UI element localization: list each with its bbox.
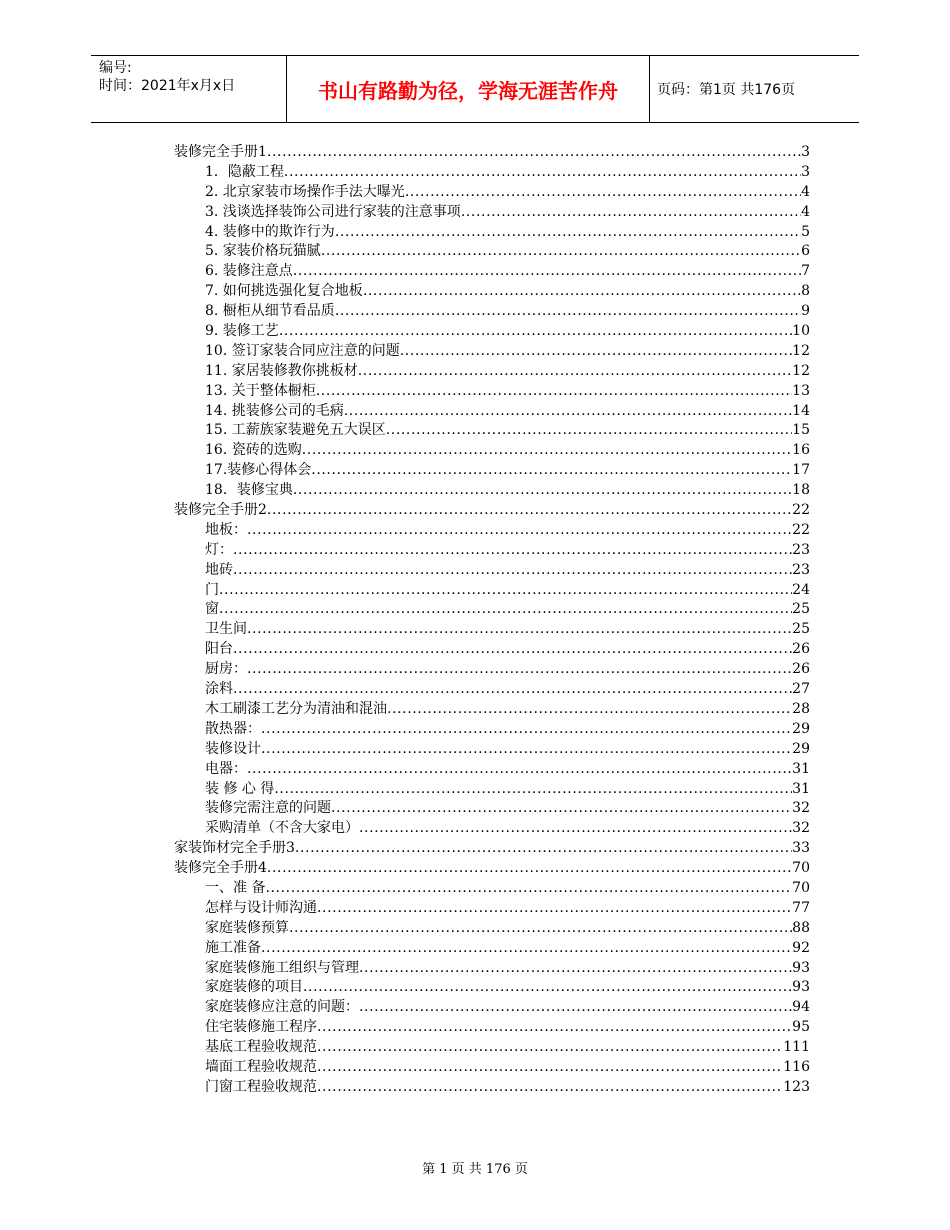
toc-entry-title: 家庭装修预算 [205, 919, 289, 936]
page-header [91, 55, 859, 123]
toc-leader-dots [295, 839, 792, 859]
toc-entry-title: 施工准备 [205, 939, 261, 956]
toc-entry[interactable] [174, 143, 810, 163]
toc-entry[interactable] [174, 600, 810, 620]
toc-entry[interactable] [174, 1018, 810, 1038]
toc-entry-page: 77 [792, 899, 810, 916]
toc-entry[interactable] [174, 839, 810, 859]
toc-entry-page: 9 [801, 303, 810, 320]
toc-entry-title: 门窗工程验收规范 [205, 1078, 317, 1095]
toc-entry[interactable] [174, 799, 810, 819]
toc-entry-page: 13 [792, 382, 810, 399]
toc-entry-title: 7. 如何挑选强化复合地板 [205, 283, 363, 300]
toc-entry-title: 阳台 [205, 641, 233, 658]
toc-entry-title: 1．隐蔽工程 [205, 163, 284, 180]
toc-entry[interactable] [174, 780, 810, 800]
toc-entry-page: 23 [792, 561, 810, 578]
toc-entry[interactable] [174, 819, 810, 839]
toc-entry-page: 28 [792, 700, 810, 717]
toc-entry-title: 8. 橱柜从细节看品质 [205, 303, 335, 320]
toc-entry[interactable] [174, 978, 810, 998]
toc-entry[interactable] [174, 223, 810, 243]
toc-entry-page: 94 [792, 999, 810, 1016]
toc-entry-title: 涂料 [205, 681, 233, 698]
toc-entry-page: 92 [792, 939, 810, 956]
toc-leader-dots [335, 302, 801, 322]
toc-entry-title: 装修完全手册4 [174, 860, 267, 877]
toc-leader-dots [274, 780, 792, 800]
toc-entry-page: 33 [792, 840, 810, 857]
toc-entry[interactable] [174, 262, 810, 282]
page-footer: 第 1 页 共 176 页 [422, 1162, 528, 1177]
toc-leader-dots [321, 242, 801, 262]
toc-entry-page: 95 [792, 1019, 810, 1036]
toc-entry-title: 2. 北京家装市场操作手法大曝光 [205, 183, 405, 200]
toc-entry-page: 116 [783, 1058, 810, 1075]
toc-entry-title: 装 修 心 得 [205, 780, 275, 797]
toc-leader-dots [317, 1078, 783, 1098]
toc-entry-page: 17 [792, 462, 810, 479]
toc-entry[interactable] [174, 1058, 810, 1078]
toc-entry-title: 13. 关于整体橱柜 [205, 382, 316, 399]
toc-leader-dots [400, 342, 792, 362]
toc-entry-page: 5 [801, 223, 810, 240]
toc-entry-title: 门 [205, 581, 219, 598]
toc-entry[interactable] [174, 720, 810, 740]
toc-entry-page: 23 [792, 541, 810, 558]
toc-leader-dots [284, 163, 801, 183]
toc-entry[interactable] [174, 302, 810, 322]
toc-leader-dots [233, 640, 792, 660]
toc-entry-page: 7 [801, 263, 810, 280]
toc-entry-title: 灯： [205, 541, 233, 558]
toc-entry-title: 14. 挑装修公司的毛病 [205, 402, 344, 419]
toc-leader-dots [233, 541, 792, 561]
toc-entry[interactable] [174, 859, 810, 879]
toc-leader-dots [265, 879, 792, 899]
toc-leader-dots [289, 919, 792, 939]
toc-leader-dots [279, 322, 792, 342]
toc-entry-page: 22 [792, 502, 810, 519]
doc-number-label: 编号: [99, 60, 132, 76]
toc-entry-title: 5. 家装价格玩猫腻 [205, 243, 321, 260]
toc-leader-dots [359, 959, 792, 979]
header-meta [91, 56, 287, 122]
header-page-label: 页码：第1页 共176页 [657, 82, 796, 98]
toc-entry[interactable] [174, 919, 810, 939]
toc-entry-title: 基底工程验收规范 [205, 1039, 317, 1056]
toc-entry-title: 装修完全手册2 [174, 502, 267, 519]
toc-entry-title: 怎样与设计师沟通 [205, 899, 317, 916]
toc-entry-page: 8 [801, 283, 810, 300]
toc-leader-dots [293, 262, 801, 282]
toc-entry[interactable] [174, 501, 810, 521]
toc-entry[interactable] [174, 740, 810, 760]
toc-entry[interactable] [174, 541, 810, 561]
toc-leader-dots [247, 760, 792, 780]
toc-entry-page: 32 [792, 820, 810, 837]
toc-entry[interactable] [174, 461, 810, 481]
toc-entry-page: 88 [792, 919, 810, 936]
toc-leader-dots [293, 481, 792, 501]
toc-entry-page: 10 [792, 323, 810, 340]
toc-entry-page: 12 [792, 362, 810, 379]
toc-leader-dots [303, 978, 792, 998]
toc-leader-dots [261, 939, 792, 959]
toc-entry-title: 木工刷漆工艺分为清油和混油 [205, 700, 387, 717]
toc-entry[interactable] [174, 1038, 810, 1058]
toc-entry[interactable] [174, 441, 810, 461]
toc-entry-title: 墙面工程验收规范 [205, 1058, 317, 1075]
toc-entry[interactable] [174, 899, 810, 919]
toc-entry[interactable] [174, 163, 810, 183]
toc-leader-dots [358, 362, 792, 382]
toc-entry-page: 31 [792, 780, 810, 797]
toc-leader-dots [335, 223, 801, 243]
toc-entry-page: 4 [801, 203, 810, 220]
toc-entry-page: 16 [792, 442, 810, 459]
toc-entry[interactable] [174, 660, 810, 680]
toc-entry-title: 散热器： [205, 720, 261, 737]
toc-entry-title: 9. 装修工艺 [205, 323, 279, 340]
toc-entry-page: 27 [792, 681, 810, 698]
toc-entry[interactable] [174, 342, 810, 362]
toc-entry-page: 15 [792, 422, 810, 439]
toc-entry[interactable] [174, 879, 810, 899]
toc-entry-title: 3. 浅谈选择装饰公司进行家装的注意事项 [205, 203, 461, 220]
toc-entry-page: 25 [792, 621, 810, 638]
toc-entry-title: 住宅装修施工程序 [205, 1019, 317, 1036]
toc-entry[interactable] [174, 362, 810, 382]
toc-entry-page: 32 [792, 800, 810, 817]
toc-entry[interactable] [174, 322, 810, 342]
toc-entry-title: 家庭装修的项目 [205, 979, 303, 996]
toc-entry[interactable] [174, 640, 810, 660]
toc-entry-page: 31 [792, 760, 810, 777]
toc-leader-dots [317, 1038, 783, 1058]
toc-entry-title: 地板： [205, 521, 247, 538]
toc-leader-dots [261, 720, 792, 740]
toc-entry[interactable] [174, 183, 810, 203]
toc-entry-title: 装修设计 [205, 740, 261, 757]
toc-leader-dots [302, 441, 792, 461]
toc-leader-dots [331, 799, 792, 819]
toc-entry-title: 10. 签订家装合同应注意的问题 [205, 342, 400, 359]
toc-leader-dots [267, 501, 792, 521]
toc-entry-title: 厨房： [205, 661, 247, 678]
toc-entry[interactable] [174, 680, 810, 700]
toc-entry[interactable] [174, 481, 810, 501]
toc-leader-dots [247, 660, 792, 680]
toc-leader-dots [247, 521, 792, 541]
toc-entry-title: 11. 家居装修教你挑板材 [205, 362, 358, 379]
toc-entry-title: 家装饰材完全手册3 [174, 840, 295, 857]
toc-leader-dots [267, 859, 792, 879]
toc-leader-dots [386, 421, 792, 441]
toc-entry-page: 111 [783, 1039, 810, 1056]
toc-entry-page: 93 [792, 979, 810, 996]
toc-entry[interactable] [174, 561, 810, 581]
toc-entry-title: 6. 装修注意点 [205, 263, 293, 280]
toc-leader-dots [363, 282, 801, 302]
toc-leader-dots [267, 143, 801, 163]
table-of-contents [174, 143, 810, 1098]
toc-entry-page: 29 [792, 720, 810, 737]
toc-entry-title: 15. 工薪族家装避免五大误区 [205, 422, 386, 439]
toc-entry[interactable] [174, 382, 810, 402]
toc-entry-page: 22 [792, 521, 810, 538]
toc-leader-dots [317, 899, 792, 919]
toc-entry-page: 123 [783, 1078, 810, 1095]
toc-entry-title: 卫生间 [205, 621, 247, 638]
toc-entry-page: 70 [792, 879, 810, 896]
toc-leader-dots [317, 1058, 783, 1078]
toc-leader-dots [233, 680, 792, 700]
toc-leader-dots [359, 819, 792, 839]
toc-entry-page: 25 [792, 601, 810, 618]
toc-entry[interactable] [174, 421, 810, 441]
toc-entry-page: 4 [801, 183, 810, 200]
toc-leader-dots [387, 700, 792, 720]
toc-leader-dots [311, 461, 792, 481]
toc-entry-page: 93 [792, 959, 810, 976]
toc-entry-page: 3 [801, 163, 810, 180]
toc-leader-dots [233, 561, 792, 581]
toc-entry-page: 18 [792, 482, 810, 499]
toc-entry-page: 14 [792, 402, 810, 419]
toc-entry[interactable] [174, 620, 810, 640]
toc-entry[interactable] [174, 242, 810, 262]
toc-entry-title: 装修完需注意的问题 [205, 800, 331, 817]
toc-entry[interactable] [174, 581, 810, 601]
toc-entry-page: 70 [792, 860, 810, 877]
toc-entry-title: 家庭装修应注意的问题： [205, 999, 359, 1016]
toc-entry[interactable] [174, 959, 810, 979]
toc-entry-page: 26 [792, 661, 810, 678]
toc-entry[interactable] [174, 203, 810, 223]
toc-leader-dots [359, 998, 792, 1018]
toc-entry-title: 18．装修宝典 [205, 482, 293, 499]
toc-entry-page: 3 [801, 144, 810, 160]
toc-entry-page: 26 [792, 641, 810, 658]
toc-entry[interactable] [174, 402, 810, 422]
toc-leader-dots [219, 600, 792, 620]
toc-entry-title: 窗 [205, 601, 219, 618]
toc-entry-title: 家庭装修施工组织与管理 [205, 959, 359, 976]
toc-entry-title: 17.装修心得体会 [205, 462, 312, 479]
header-motto: 书山有路勤为径，学海无涯苦作舟 [287, 56, 650, 122]
toc-leader-dots [317, 1018, 792, 1038]
toc-leader-dots [261, 740, 792, 760]
time-label: 时间：2021年x月x日 [99, 78, 236, 94]
toc-entry-page: 24 [792, 581, 810, 598]
toc-entry-page: 29 [792, 740, 810, 757]
toc-entry[interactable] [174, 700, 810, 720]
toc-entry[interactable] [174, 282, 810, 302]
toc-leader-dots [344, 402, 792, 422]
toc-entry[interactable] [174, 1078, 810, 1098]
toc-entry-page: 6 [801, 243, 810, 260]
toc-entry[interactable] [174, 998, 810, 1018]
toc-entry-title: 装修完全手册1 [174, 144, 267, 160]
toc-entry-title: 地砖 [205, 561, 233, 578]
toc-entry-title: 16. 瓷砖的选购 [205, 442, 302, 459]
toc-entry-title: 采购清单（不含大家电） [205, 820, 359, 837]
toc-entry[interactable] [174, 939, 810, 959]
toc-leader-dots [247, 620, 792, 640]
toc-leader-dots [461, 203, 801, 223]
toc-leader-dots [316, 382, 792, 402]
toc-entry[interactable] [174, 760, 810, 780]
toc-entry-title: 一、准 备 [205, 879, 266, 896]
toc-entry-title: 4. 装修中的欺诈行为 [205, 223, 335, 240]
toc-entry-title: 电器： [205, 760, 247, 777]
toc-leader-dots [405, 183, 801, 203]
toc-leader-dots [219, 581, 792, 601]
toc-entry[interactable] [174, 521, 810, 541]
toc-entry-page: 12 [792, 342, 810, 359]
